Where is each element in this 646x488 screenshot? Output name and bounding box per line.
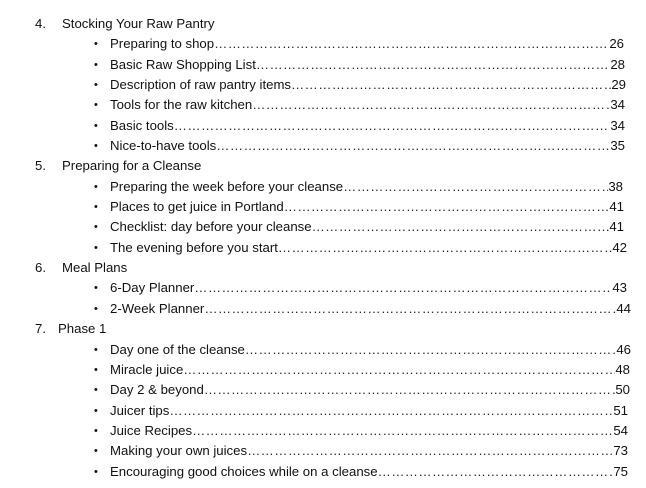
toc-entry-line (110, 34, 624, 54)
bullet-icon: • (94, 99, 98, 112)
bullet-icon: • (94, 404, 98, 417)
bullet-icon: • (94, 119, 98, 132)
dot-leader (245, 340, 616, 360)
page-number: 35 (610, 138, 625, 154)
page-number: 26 (609, 36, 624, 52)
bullet-icon: • (94, 221, 98, 234)
entry-label: Nice-to-have tools (110, 138, 217, 154)
toc-entry (0, 278, 646, 298)
section-title: Preparing for a Cleanse (62, 158, 202, 174)
bullet-icon: • (94, 424, 98, 437)
dot-leader (252, 95, 610, 115)
toc-entry (0, 197, 646, 217)
dot-leader (174, 116, 611, 136)
dot-leader (256, 55, 610, 75)
dot-leader (216, 136, 610, 156)
section-title: Phase 1 (58, 321, 107, 337)
dot-leader (194, 278, 612, 298)
dot-leader (204, 299, 616, 319)
toc-entry-line (110, 278, 627, 298)
bullet-icon: • (94, 282, 98, 295)
section-number: 4. (35, 16, 46, 31)
toc-entry (0, 299, 646, 319)
section-number: 7. (35, 321, 46, 337)
dot-leader (291, 75, 611, 95)
entry-label: Encouraging good choices while on a cleanse (110, 463, 378, 479)
bullet-icon: • (94, 241, 98, 254)
toc-entry-line (110, 299, 631, 319)
bullet-icon: • (94, 445, 98, 458)
bullet-icon: • (94, 343, 98, 356)
entry-label: 2-Week Planner (110, 300, 205, 316)
section-heading (0, 14, 646, 34)
toc-entry-line (110, 55, 625, 75)
toc-entry (0, 441, 646, 461)
toc-entry-line (110, 217, 624, 237)
toc-entry (0, 380, 646, 400)
dot-leader (169, 401, 613, 421)
page-number: 73 (613, 443, 628, 459)
page-number: 28 (610, 56, 625, 72)
toc-entry (0, 136, 646, 156)
page-number: 43 (612, 280, 627, 296)
toc-entry (0, 95, 646, 115)
bullet-icon: • (94, 38, 98, 51)
toc-entry-line (110, 462, 628, 482)
page-number: 48 (615, 361, 630, 377)
toc-entry-line (110, 421, 628, 441)
page-number: 42 (612, 239, 627, 255)
toc-entry (0, 177, 646, 197)
bullet-icon: • (94, 201, 98, 214)
toc-entry-line (110, 238, 627, 258)
entry-label: Preparing to shop (110, 36, 215, 52)
page-number: 41 (609, 219, 624, 235)
page-number: 29 (611, 77, 626, 93)
toc-entry-line (110, 401, 628, 421)
toc-entry (0, 238, 646, 258)
entry-label: Checklist: day before your cleanse (110, 219, 312, 235)
dot-leader (214, 34, 609, 54)
entry-label: Places to get juice in Portland (110, 199, 284, 215)
page-number: 41 (609, 199, 624, 215)
page-number: 75 (613, 463, 628, 479)
table-of-contents (0, 14, 646, 482)
toc-entry (0, 217, 646, 237)
toc-entry-line (110, 441, 628, 461)
dot-leader (343, 177, 608, 197)
entry-label: Making your own juices (110, 443, 248, 459)
entry-label: Preparing the week before your cleanse (110, 178, 344, 194)
toc-entry-line (110, 136, 625, 156)
toc-entry-line (110, 116, 625, 136)
section-heading (0, 258, 646, 278)
toc-entry-line (110, 340, 631, 360)
dot-leader (247, 441, 613, 461)
bullet-icon: • (94, 180, 98, 193)
toc-entry-line (110, 75, 626, 95)
section-title: Stocking Your Raw Pantry (62, 16, 215, 31)
entry-label: Juice Recipes (110, 422, 193, 438)
bullet-icon: • (94, 302, 98, 315)
entry-label: Basic tools (110, 117, 174, 133)
section-heading (0, 156, 646, 176)
dot-leader (284, 197, 610, 217)
page-number: 34 (610, 97, 625, 113)
dot-leader (204, 380, 615, 400)
toc-entry (0, 116, 646, 136)
toc-entry (0, 340, 646, 360)
toc-entry-line (110, 95, 625, 115)
toc-entry (0, 401, 646, 421)
toc-entry (0, 360, 646, 380)
page-number: 54 (613, 422, 628, 438)
section-title: Meal Plans (62, 260, 128, 276)
section-number: 5. (35, 158, 46, 174)
dot-leader (192, 421, 613, 441)
toc-entry (0, 75, 646, 95)
toc-entry-line (110, 360, 630, 380)
toc-entry (0, 462, 646, 482)
page-number: 46 (616, 341, 631, 357)
bullet-icon: • (94, 140, 98, 153)
toc-entry (0, 34, 646, 54)
dot-leader (278, 238, 612, 258)
dot-leader (183, 360, 615, 380)
bullet-icon: • (94, 79, 98, 92)
page-number: 50 (615, 382, 630, 398)
entry-label: Description of raw pantry items (110, 77, 292, 93)
toc-entry (0, 55, 646, 75)
bullet-icon: • (94, 363, 98, 376)
page-number: 34 (610, 117, 625, 133)
section-number: 6. (35, 260, 46, 276)
entry-label: Day 2 & beyond (110, 382, 204, 398)
dot-leader (312, 217, 610, 237)
entry-label: Miracle juice (110, 361, 184, 377)
page-number: 38 (608, 178, 623, 194)
section-heading (0, 319, 646, 339)
entry-label: Basic Raw Shopping List (110, 56, 256, 72)
toc-entry (0, 421, 646, 441)
entry-label: Day one of the cleanse (110, 341, 245, 357)
bullet-icon: • (94, 384, 98, 397)
toc-entry-line (110, 177, 623, 197)
bullet-icon: • (94, 58, 98, 71)
dot-leader (378, 462, 614, 482)
page-number: 51 (613, 402, 628, 418)
page-number: 44 (616, 300, 631, 316)
entry-label: Juicer tips (110, 402, 170, 418)
toc-entry-line (110, 380, 630, 400)
entry-label: Tools for the raw kitchen (110, 97, 253, 113)
entry-label: 6-Day Planner (110, 280, 195, 296)
bullet-icon: • (94, 465, 98, 478)
entry-label: The evening before you start (110, 239, 278, 255)
toc-entry-line (110, 197, 624, 217)
